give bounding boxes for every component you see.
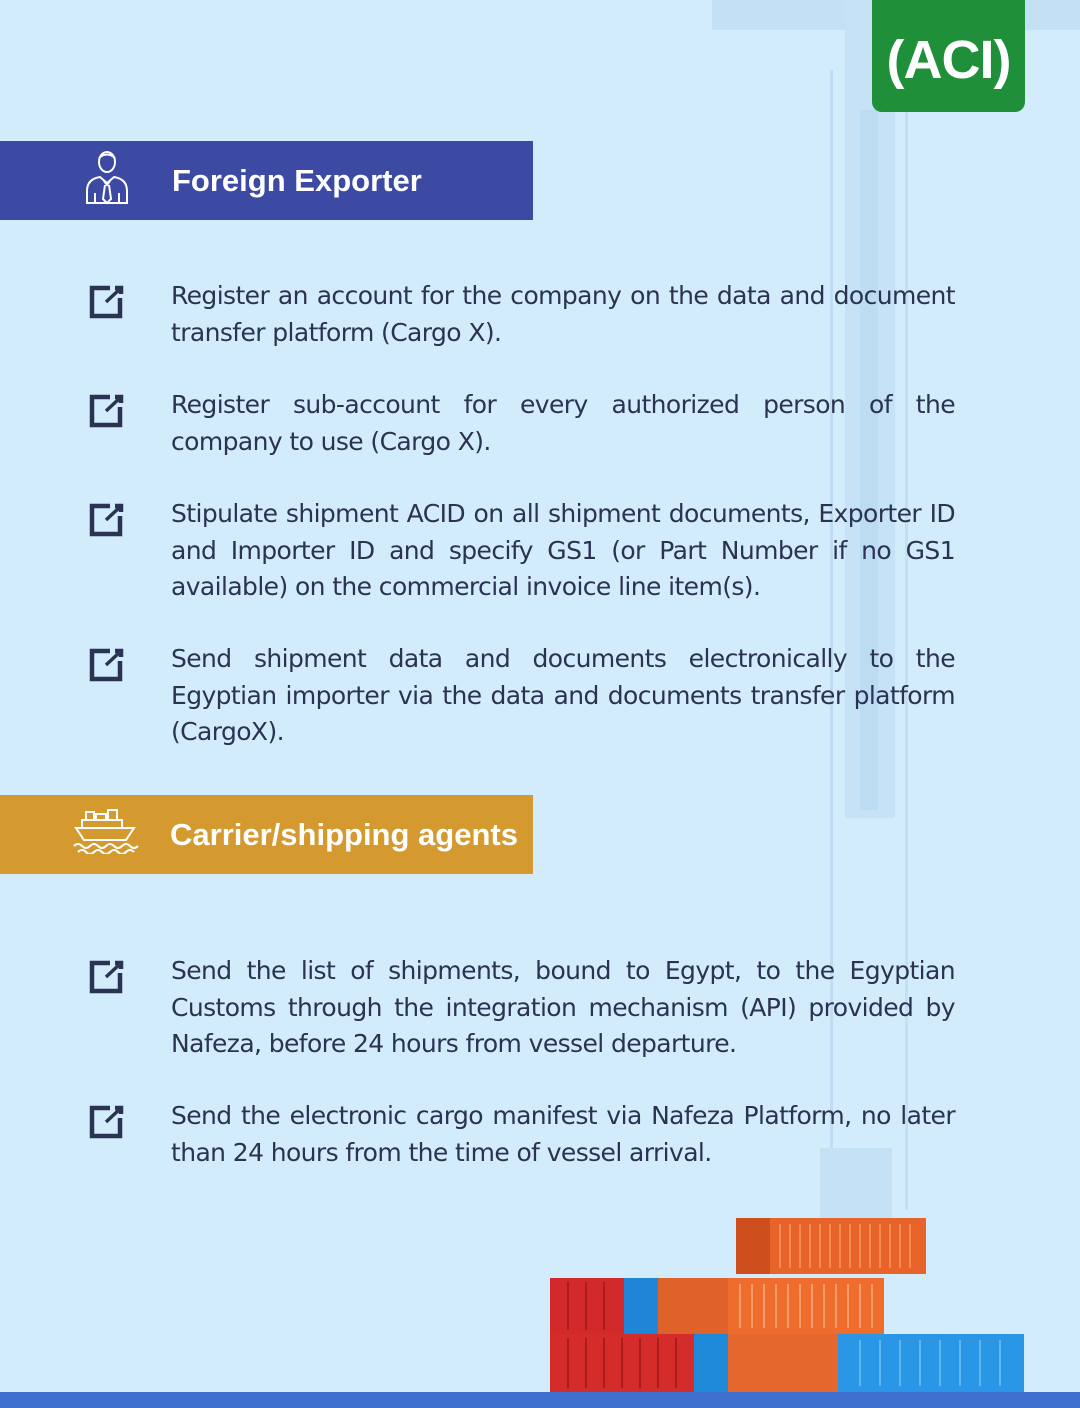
item-text: Register an account for the company on the data and document transfer platform (Cargo X). — [171, 281, 955, 347]
item-text: Stipulate shipment ACID on all shipment documents, Exporter ID and Importer ID and specify GS1 (or Part Number if no GS1 available) on the commercial invoice line item(s). — [171, 499, 955, 601]
checkbox-arrow-icon — [88, 284, 124, 324]
section-title: Foreign Exporter — [172, 162, 422, 198]
ship-icon — [72, 808, 140, 862]
checkbox-arrow-icon — [88, 959, 124, 999]
person-icon — [84, 149, 130, 213]
footer-bar — [0, 1392, 1080, 1408]
section-banner-carrier-shipping-agents — [0, 795, 533, 874]
checkbox-arrow-icon — [88, 502, 124, 542]
checkbox-arrow-icon — [88, 647, 124, 687]
item-text: Send shipment data and documents electronically to the Egyptian importer via the data and documents transfer platform (CargoX). — [171, 644, 955, 746]
item-text: Send the electronic cargo manifest via Nafeza Platform, no later than 24 hours from the time of vessel arrival. — [171, 1101, 955, 1167]
section-title: Carrier/shipping agents — [170, 816, 518, 852]
aci-badge: (ACI) — [872, 0, 1025, 112]
section-banner-foreign-exporter — [0, 141, 533, 220]
shipping-containers-illustration — [540, 1210, 1040, 1400]
checkbox-arrow-icon — [88, 393, 124, 433]
item-text: Register sub-account for every authorized person of the company to use (Cargo X). — [171, 390, 955, 456]
checkbox-arrow-icon — [88, 1104, 124, 1144]
item-text: Send the list of shipments, bound to Egypt, to the Egyptian Customs through the integration mechanism (API) provided by Nafeza, before 24 hours from vessel departure. — [171, 956, 955, 1058]
